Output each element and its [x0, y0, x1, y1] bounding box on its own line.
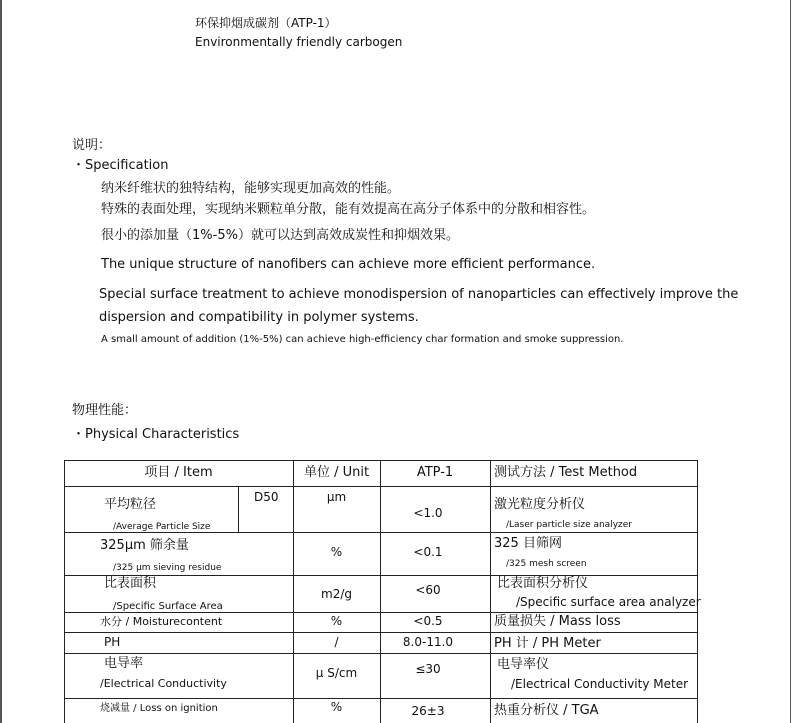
product-name-cn: 环保抑烟成碳剂（ATP-1）	[195, 16, 337, 30]
page-border-right	[790, 0, 791, 723]
header-item: 项目 / Item	[144, 465, 213, 480]
row-value: <0.5	[413, 614, 443, 628]
row-value: <60	[415, 583, 441, 597]
row-item-cn: 电导率	[104, 656, 144, 671]
spec-line-en-2: Special surface treatment to achieve monodispersion of nanoparticles can effectively improve the	[99, 287, 739, 302]
row-method: PH 计 / PH Meter	[494, 636, 601, 651]
spec-line-cn-2: 特殊的表面处理，实现纳米颗粒单分散，能有效提高在高分子体系中的分散和相容性。	[101, 202, 596, 217]
row-method-en: /Laser particle size analyzer	[506, 520, 632, 530]
spec-line-en-3: dispersion and compatibility in polymer systems.	[99, 310, 419, 325]
row-item-en: /325 μm sieving residue	[113, 563, 222, 573]
row-item-en: /Specific Surface Area	[113, 601, 223, 612]
row-unit: %	[330, 614, 343, 628]
row-value: 26±3	[411, 704, 445, 718]
row-item-sub: D50	[254, 490, 279, 504]
header-atp: ATP-1	[416, 465, 454, 480]
row-method-en: /Specific surface area analyzer	[516, 595, 701, 609]
row-method: 热重分析仪 / TGA	[494, 703, 599, 718]
row-item: PH	[104, 635, 121, 649]
spec-heading-cn: 说明：	[72, 138, 112, 153]
row-unit: m2/g	[321, 587, 352, 601]
row-unit: /	[334, 635, 339, 649]
row-value: <0.1	[413, 545, 443, 559]
header-method: 测试方法 / Test Method	[494, 465, 638, 480]
spec-line-cn-1: 纳米纤维状的独特结构，能够实现更加高效的性能。	[101, 181, 401, 196]
row-method-cn: 激光粒度分析仪	[494, 497, 586, 512]
row-method-en: /325 mesh screen	[506, 559, 587, 569]
row-item-cn: 325μm 筛余量	[100, 538, 189, 553]
product-name-en: Environmentally friendly carbogen	[195, 35, 403, 49]
row-item-en: /Electrical Conductivity	[100, 677, 227, 690]
row-value: ≤30	[415, 662, 441, 676]
spec-line-en-1: The unique structure of nanofibers can achieve more efficient performance.	[101, 257, 596, 272]
row-item-cn: 比表面积	[104, 576, 157, 591]
row-item-en: /Average Particle Size	[113, 522, 211, 532]
row-value: <1.0	[413, 506, 443, 520]
row-item: 烧减量 / Loss on ignition	[100, 703, 218, 714]
row-unit: μ S/cm	[315, 666, 358, 680]
row-method-cn: 比表面积分析仪	[497, 576, 589, 591]
row-unit: %	[330, 700, 343, 714]
row-item-cn: 平均粒径	[104, 497, 157, 512]
physical-heading-en: ・Physical Characteristics	[72, 427, 240, 442]
row-method-cn: 电导率仪	[497, 657, 550, 672]
physical-heading-cn: 物理性能：	[72, 403, 138, 418]
row-value: 8.0-11.0	[402, 635, 454, 649]
row-item: 水分 / Moisturecontent	[100, 615, 223, 628]
spec-heading-en: ・Specification	[72, 158, 169, 173]
spec-line-en-4: A small amount of addition (1%-5%) can achieve high-efficiency char formation and smoke suppression.	[101, 334, 624, 345]
row-method-cn: 325 目筛网	[494, 536, 562, 551]
spec-line-cn-3: 很小的添加量（1%-5%）就可以达到高效成炭性和抑烟效果。	[101, 228, 459, 243]
header-unit: 单位 / Unit	[303, 465, 370, 480]
row-method-en: /Electrical Conductivity Meter	[511, 677, 689, 691]
page-border-left	[0, 0, 2, 723]
row-unit: μm	[326, 490, 347, 504]
row-method: 质量损失 / Mass loss	[494, 614, 621, 629]
row-unit: %	[330, 545, 343, 559]
